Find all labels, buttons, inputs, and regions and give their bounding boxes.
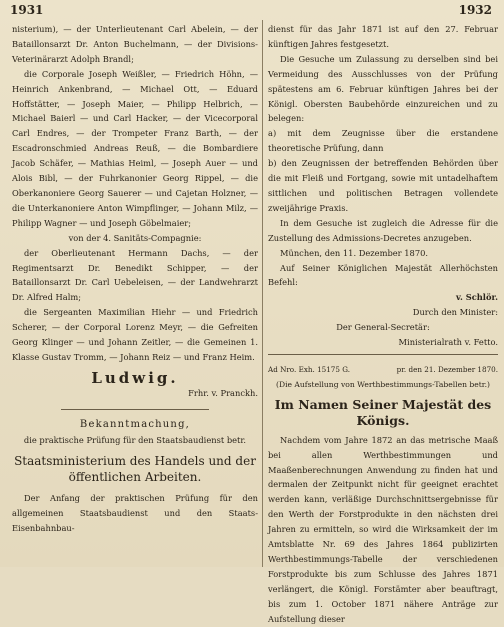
royal-signature: Ludwig. — [91, 368, 179, 387]
date-line: München, den 11. Dezember 1870. — [280, 247, 429, 258]
secretary-prefix: Durch den Minister: — [412, 307, 498, 318]
paragraph: nisterium), — der Unterlieutenant Carl Abelein, — der Bataillonsarzt Dr. Anton Buchelmann, — der Divisions-Veterinärarzt Adolph Brandl; — [12, 24, 258, 64]
paragraph: Der Anfang der praktischen Prüfung für den allgemeinen Staatsbaudienst und den Staats-Eisenbahnbau- — [12, 493, 258, 534]
section-label: von der 4. Sanitäts-Compagnie: — [68, 232, 202, 243]
paragraph: die Sergeanten Maximilian Hiehr — und Friedrich Scherer, — der Corporal Lorenz Meyr, — die Gefreiten Georg Klinger — und Johann Zeitler, — die Gemeinen 1. Klasse Gustav Tromm, — Johann Reiz — und Franz Heim. — [12, 307, 258, 362]
secretary-name: Ministerialrath v. Fetto. — [398, 337, 498, 348]
paragraph: Nachdem vom Jahre 1872 an das metrische Maaß bei allen Werthbestimmungen und Maaßenberechnungen Anwendung zu finden hat und dermalen der Zeitpunkt nicht für geeignet erachtet werden kann, verläßige Durchschnittsergebnisse für den Werth der Forstprodukte in den nächsten drei Jahren zu ermitteln, so wird die Wirksamkeit der im Amtsblatte Nr. 69 des Jahres 1864 publizirten Werthbestimmungs-Tabelle der verschiedenen Forstprodukte bis zum Schlusse des Jahres 1871 verlängert, die Königl. Forstämter aber beauftragt, bis zum 1. October 1871 nähere Anträge zur Aufstellung dieser — [268, 434, 498, 624]
list-item: a) mit dem Zeugnisse über die erstandene theoretische Prüfung, dann — [268, 128, 498, 154]
paragraph: In dem Gesuche ist zugleich die Adresse für die Zustellung des Admissions-Decretes anzugeben. — [268, 217, 498, 243]
reference-subject: (Die Aufstellung von Werthbestimmungs-Tabellen betr.) — [276, 379, 490, 389]
paragraph: Die Gesuche um Zulassung zu derselben sind bei Vermeidung des Ausschlusses von der Prüfung spätestens am 6. Februar künftigen Jahres bei der Königl. Obersten Baubehörde einzureichen und zu belegen: — [268, 53, 498, 124]
countersignature: Frhr. v. Pranckh. — [188, 387, 258, 398]
secretary-title: Der General-Secretär: — [336, 322, 430, 333]
royal-heading: Im Namen Seiner Majestät des Königs. — [274, 396, 492, 428]
page-number-left: 1931 — [10, 3, 44, 17]
command-line: Auf Seiner Königlichen Majestät Allerhöchsten Befehl: — [268, 262, 498, 288]
paragraph: die Corporale Joseph Weißler, — Friedrich Höhn, — Heinrich Ankenbrand, — Michael Ott, — Eduard Hoffstätter, — Joseph Maier, — Philipp Helbrich, — Michael Baierl — und Carl Hacker, — der Vicecorporal Carl Endres, — der Trompeter Franz Barth, — der Escadronschmied Andreas Reuß, — die Bombardiere Jacob Schäfer, — Mathias Heiml, — Joseph Auer — und Alois Bibl, — der Fuhrkanonier Georg Rippel, — die Oberkanoniere Georg Sauerer — und Cajetan Holzner, — die Unterkanoniere Anton Wimpflinger, — Johann Milz, — Philipp Wagner — und Joseph Göbelmaier; — [12, 68, 258, 228]
paragraph: der Oberlieutenant Hermann Dachs, — der Regimentsarzt Dr. Benedikt Schipper, — der Bataillonsarzt Dr. Carl Uebeleisen, — der Landwehrarzt Dr. Alfred Halm; — [12, 247, 258, 303]
paragraph: dienst für das Jahr 1871 ist auf den 27. Februar künftigen Jahres festgesetzt. — [268, 24, 498, 49]
page-number-right: 1932 — [458, 3, 492, 17]
ministry-heading: Staatsministerium des Handels und der öffentlichen Arbeiten. — [14, 454, 256, 485]
divider — [268, 354, 498, 355]
signer: v. Schlör. — [455, 292, 498, 303]
announcement-title: Bekanntmachung, — [79, 418, 191, 430]
column-divider — [262, 20, 263, 567]
reference-number: Ad Nro. Exh. 15175 G. — [268, 364, 350, 374]
divider — [61, 409, 209, 410]
list-item: b) den Zeugnissen der betreffenden Behörden über die mit Fleiß und Fortgang, sowie mit untadelhaftem sittlichen und politischen Betragen vollendete zweijährige Praxis. — [268, 158, 498, 213]
announcement-subtitle: die praktische Prüfung für den Staatsbaudienst betr. — [23, 434, 247, 445]
left-column — [12, 22, 258, 567]
right-column — [268, 22, 498, 624]
reference-line — [268, 363, 498, 378]
reference-date: pr. den 21. Dezember 1870. — [396, 364, 498, 374]
